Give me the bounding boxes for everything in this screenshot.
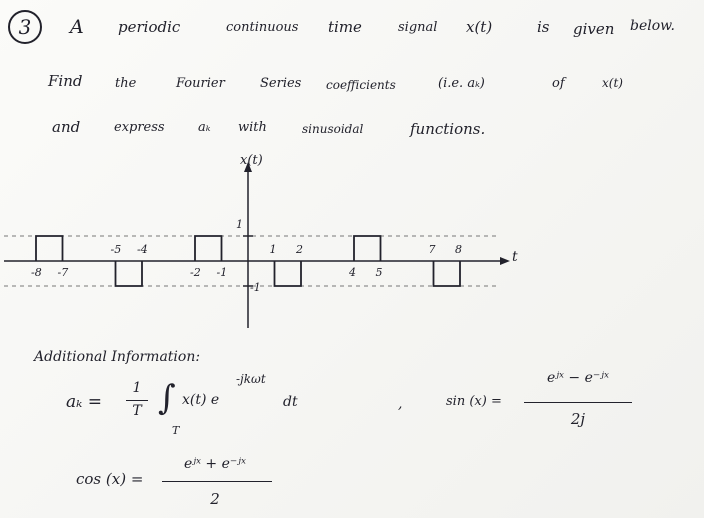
ak-fraction-bar <box>126 400 148 401</box>
tick-label: 4 <box>349 266 356 279</box>
word: A <box>70 16 84 38</box>
word: of <box>552 76 565 91</box>
y-axis-label: x(t) <box>240 153 263 168</box>
ak-exponent: -jkωt <box>236 372 266 386</box>
tick-label: 2 <box>296 243 303 256</box>
word: the <box>115 76 137 91</box>
ak-integrand: x(t) e <box>182 392 220 408</box>
word: periodic <box>118 18 181 36</box>
word: given <box>573 20 615 38</box>
rect-pulse <box>116 261 143 286</box>
cos-fraction-bar <box>162 481 272 482</box>
level-high-label: 1 <box>236 218 243 231</box>
cos-numerator: eʲˣ + e⁻ʲˣ <box>184 456 246 472</box>
word: Series <box>260 76 302 91</box>
ak-dt: dt <box>283 394 298 410</box>
rect-pulse <box>36 236 63 261</box>
ak-fraction-den: T <box>132 403 142 419</box>
tick-label: -5 <box>110 243 122 256</box>
problem-number: 3 <box>8 10 42 44</box>
tick-label: 7 <box>428 243 436 256</box>
word: time <box>328 18 362 36</box>
word: x(t) <box>602 76 623 90</box>
word: and <box>52 118 81 136</box>
sin-fraction-bar <box>524 402 632 403</box>
word: sinusoidal <box>302 122 364 136</box>
cos-lhs: cos (x) = <box>76 470 144 488</box>
integral-sign: ∫ <box>158 378 176 418</box>
tick-label: -7 <box>57 266 69 279</box>
tick-label: 5 <box>375 266 383 279</box>
rect-pulse <box>275 261 302 286</box>
tick-label: 1 <box>269 243 277 256</box>
word: is <box>537 18 550 36</box>
tick-label: -8 <box>31 266 42 279</box>
word: functions. <box>410 120 486 138</box>
sin-numerator: eʲˣ − e⁻ʲˣ <box>547 370 609 386</box>
integral-subscript: T <box>172 424 180 437</box>
signal-plot <box>0 150 704 340</box>
word: Fourier <box>176 76 225 91</box>
separator-comma: , <box>398 396 403 412</box>
sin-lhs: sin (x) = <box>446 394 502 409</box>
word: aₖ <box>198 120 211 135</box>
word: x(t) <box>466 18 493 36</box>
word: express <box>114 120 165 135</box>
word: Find <box>48 72 83 90</box>
word: coefficients <box>326 78 396 92</box>
word: below. <box>630 18 675 34</box>
word: (i.e. aₖ) <box>438 76 485 91</box>
ak-lhs: aₖ = <box>66 392 102 412</box>
tick-label: -4 <box>137 243 148 256</box>
info-heading: Additional Information: <box>34 349 201 365</box>
rect-pulse <box>434 261 461 286</box>
tick-label: 8 <box>455 243 462 256</box>
x-axis-arrow <box>500 257 510 265</box>
tick-label: -2 <box>190 266 201 279</box>
x-axis-label: t <box>512 249 518 265</box>
sin-denominator: 2j <box>570 410 586 428</box>
word: with <box>238 120 267 135</box>
word: signal <box>398 20 438 35</box>
rect-pulse <box>354 236 381 261</box>
tick-label: -1 <box>216 266 228 279</box>
ak-fraction-num: 1 <box>132 380 142 396</box>
word: continuous <box>226 20 299 35</box>
cos-denominator: 2 <box>210 490 220 508</box>
rect-pulse <box>195 236 222 261</box>
level-low-label: -1 <box>250 281 261 294</box>
